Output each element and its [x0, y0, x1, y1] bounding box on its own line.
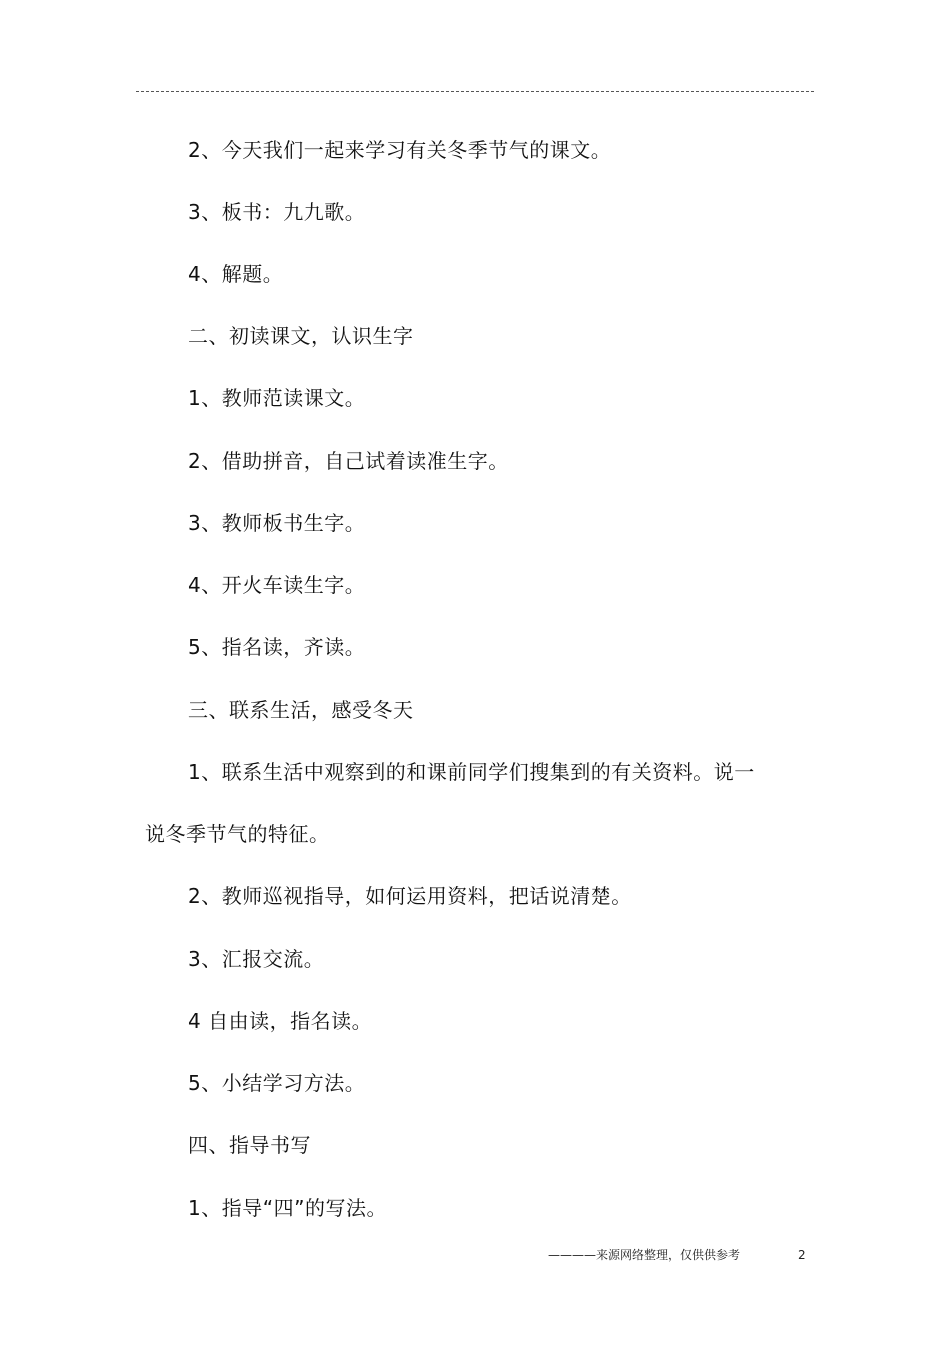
text-line: 5、小结学习方法。	[188, 1071, 366, 1095]
text-line: 1、指导“四”的写法。	[188, 1196, 387, 1220]
text-line: 4 自由读，指名读。	[188, 1009, 373, 1033]
text-line: 5、指名读，齐读。	[188, 635, 366, 659]
section-heading: 三、联系生活，感受冬天	[188, 698, 414, 722]
header-divider	[136, 91, 814, 92]
section-heading: 四、指导书写	[188, 1133, 311, 1157]
text-line-continued: 说冬季节气的特征。	[145, 822, 330, 846]
text-line: 1、联系生活中观察到的和课前同学们搜集到的有关资料。说一	[188, 760, 755, 784]
text-line: 1、教师范读课文。	[188, 386, 366, 410]
section-heading: 二、初读课文，认识生字	[188, 324, 414, 348]
text-line: 2、教师巡视指导，如何运用资料，把话说清楚。	[188, 884, 632, 908]
text-line: 4、解题。	[188, 262, 284, 286]
text-line: 3、教师板书生字。	[188, 511, 366, 535]
footer-source-note: ————来源网络整理，仅供供参考	[548, 1248, 741, 1262]
text-line: 2、借助拼音，自己试着读准生字。	[188, 449, 509, 473]
page-number: 2	[798, 1248, 806, 1262]
text-line: 4、开火车读生字。	[188, 573, 366, 597]
text-line: 3、汇报交流。	[188, 947, 325, 971]
text-line: 3、板书：九九歌。	[188, 200, 366, 224]
text-line: 2、今天我们一起来学习有关冬季节气的课文。	[188, 138, 612, 162]
